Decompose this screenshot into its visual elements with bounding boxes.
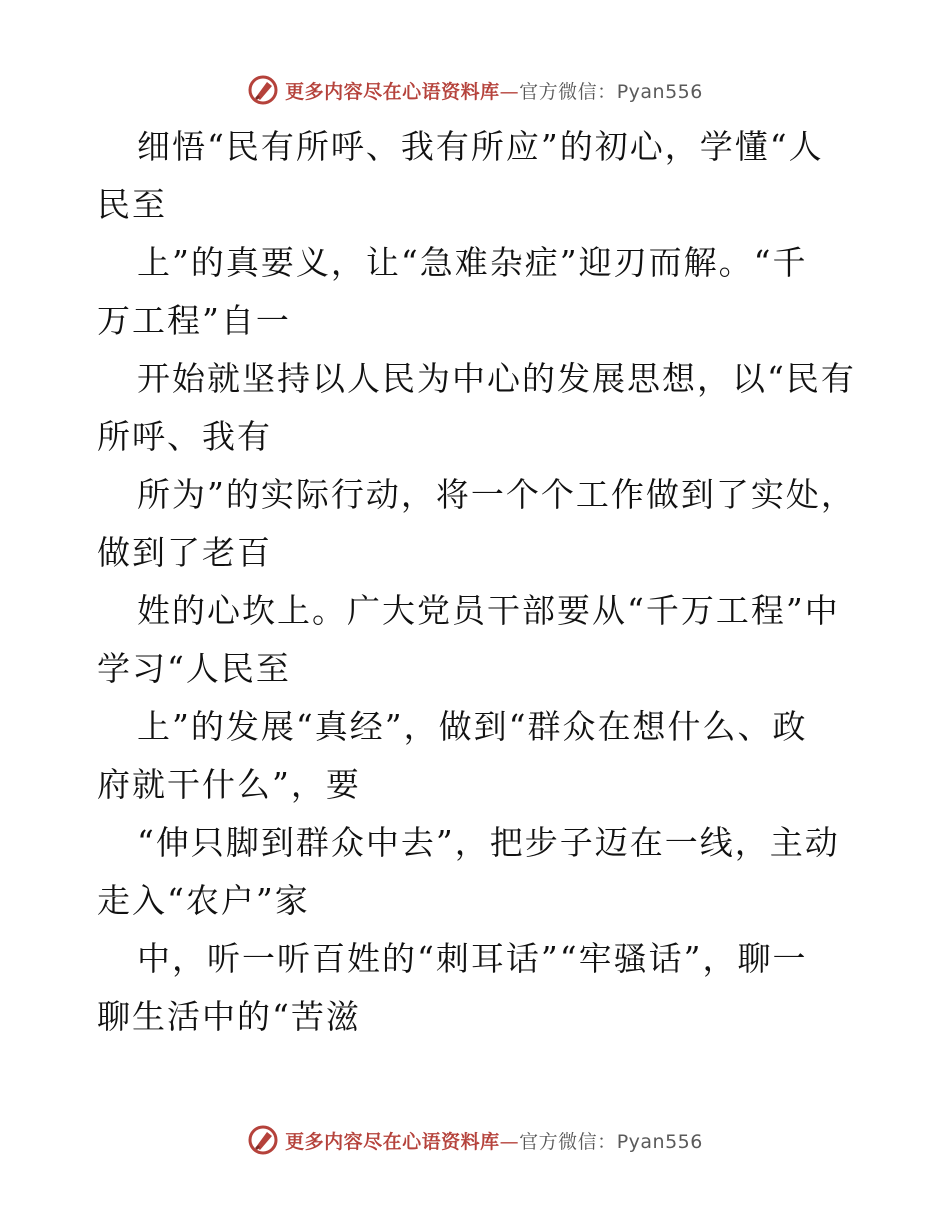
line-text: 所呼、我有 — [97, 417, 272, 456]
text-line — [97, 872, 857, 930]
line-text: 细悟“民有所呼、我有所应”的初心，学懂“人 — [137, 127, 824, 166]
pen-nib-logo-icon — [247, 74, 279, 106]
footer-banner — [0, 1120, 950, 1160]
line-text: 万工程”自一 — [97, 301, 291, 340]
line-text: 民至 — [97, 185, 167, 224]
banner-label: 官方微信： — [519, 1130, 617, 1153]
document-body — [97, 118, 857, 1046]
banner-separator: — — [499, 1130, 520, 1153]
text-line — [97, 756, 857, 814]
line-text: 所为”的实际行动，将一个个工作做到了实处， — [137, 475, 856, 514]
line-text: 学习“人民至 — [97, 649, 291, 688]
text-line — [97, 814, 857, 872]
line-text: “伸只脚到群众中去”，把步子迈在一线，主动 — [137, 823, 840, 862]
line-text: 姓的心坎上。广大党员干部要从“千万工程”中 — [137, 591, 840, 630]
banner-wechat-id: Pyan556 — [616, 1130, 703, 1153]
text-line — [97, 466, 857, 524]
text-line — [97, 640, 857, 698]
line-text: 上”的真要义，让“急难杂症”迎刃而解。“千 — [137, 243, 808, 282]
text-line — [97, 350, 857, 408]
line-text: 开始就坚持以人民为中心的发展思想，以“民有 — [137, 359, 856, 398]
banner-text — [285, 77, 703, 104]
line-text: 上”的发展“真经”，做到“群众在想什么、政 — [137, 707, 808, 746]
banner-brand: 更多内容尽在心语资料库 — [285, 1130, 500, 1153]
line-text: 中，听一听百姓的“刺耳话”“牢骚话”，聊一 — [137, 939, 808, 978]
text-line — [97, 176, 857, 234]
text-line — [97, 524, 857, 582]
banner-label: 官方微信： — [519, 80, 617, 103]
text-line — [97, 698, 857, 756]
text-line — [97, 582, 857, 640]
text-line — [97, 292, 857, 350]
text-line — [97, 930, 857, 988]
banner-separator: — — [499, 80, 520, 103]
text-line — [97, 234, 857, 292]
text-line — [97, 988, 857, 1046]
header-banner — [0, 70, 950, 110]
banner-text — [285, 1127, 703, 1154]
text-line — [97, 408, 857, 466]
line-text: 做到了老百 — [97, 533, 272, 572]
banner-brand: 更多内容尽在心语资料库 — [285, 80, 500, 103]
line-text: 聊生活中的“苦滋 — [97, 997, 361, 1036]
line-text: 府就干什么”，要 — [97, 765, 361, 804]
line-text: 走入“农户”家 — [97, 881, 310, 920]
pen-nib-logo-icon — [247, 1124, 279, 1156]
banner-wechat-id: Pyan556 — [616, 80, 703, 103]
text-line — [97, 118, 857, 176]
